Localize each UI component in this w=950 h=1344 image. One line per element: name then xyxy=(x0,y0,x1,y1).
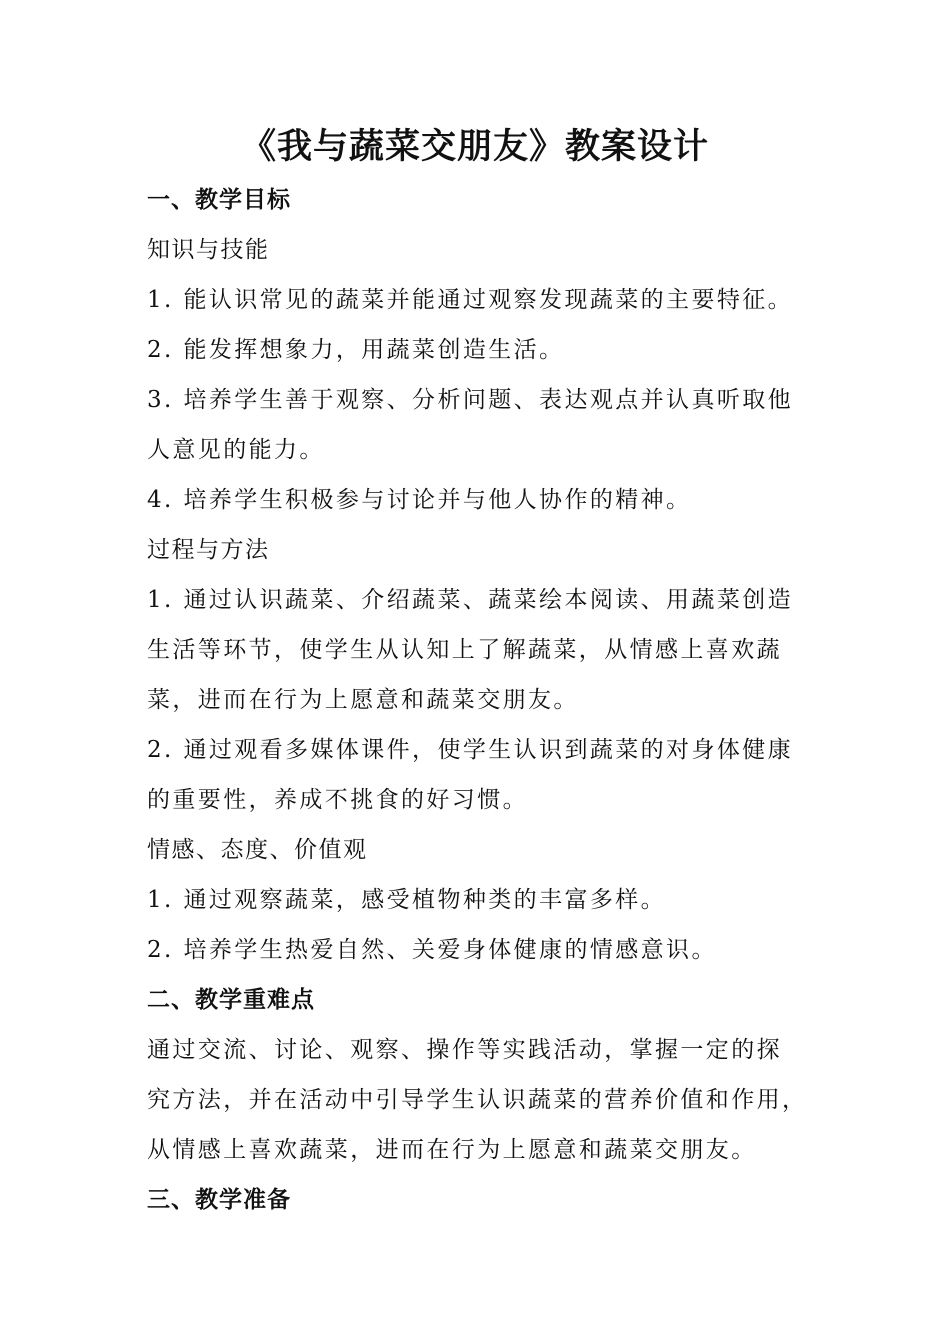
list-item: 2. 培养学生热爱自然、关爱身体健康的情感意识。 xyxy=(147,937,717,963)
list-item-continuation: 菜，进而在行为上愿意和蔬菜交朋友。 xyxy=(147,687,579,713)
list-item: 2. 能发挥想象力，用蔬菜创造生活。 xyxy=(147,337,565,363)
list-item: 1. 能认识常见的蔬菜并能通过观察发现蔬菜的主要特征。 xyxy=(147,287,794,313)
section-heading-teaching-goals: 一、教学目标 xyxy=(147,187,291,213)
list-item: 1. 通过观察蔬菜，感受植物种类的丰富多样。 xyxy=(147,887,667,913)
list-item-continuation: 的重要性，养成不挑食的好习惯。 xyxy=(147,787,528,813)
subheading-emotion-values: 情感、态度、价值观 xyxy=(147,837,368,863)
paragraph-line: 从情感上喜欢蔬菜，进而在行为上愿意和蔬菜交朋友。 xyxy=(147,1137,757,1163)
subheading-knowledge-skills: 知识与技能 xyxy=(147,237,270,263)
section-heading-key-points: 二、教学重难点 xyxy=(147,987,315,1013)
section-heading-preparation: 三、教学准备 xyxy=(147,1187,291,1213)
list-item-continuation: 生活等环节，使学生从认知上了解蔬菜，从情感上喜欢蔬 xyxy=(147,637,782,663)
paragraph-line: 究方法，并在活动中引导学生认识蔬菜的营养价值和作用， xyxy=(147,1087,808,1113)
list-item: 1. 通过认识蔬菜、介绍蔬菜、蔬菜绘本阅读、用蔬菜创造 xyxy=(147,587,794,613)
list-item: 2. 通过观看多媒体课件，使学生认识到蔬菜的对身体健康 xyxy=(147,737,794,763)
list-item: 4. 培养学生积极参与讨论并与他人协作的精神。 xyxy=(147,487,692,513)
paragraph-line: 通过交流、讨论、观察、操作等实践活动，掌握一定的探 xyxy=(147,1037,782,1063)
list-item: 3. 培养学生善于观察、分析问题、表达观点并认真听取他 xyxy=(147,387,794,413)
subheading-process-methods: 过程与方法 xyxy=(147,537,270,563)
document-title: 《我与蔬菜交朋友》教案设计 xyxy=(240,126,709,167)
list-item-continuation: 人意见的能力。 xyxy=(147,437,325,463)
